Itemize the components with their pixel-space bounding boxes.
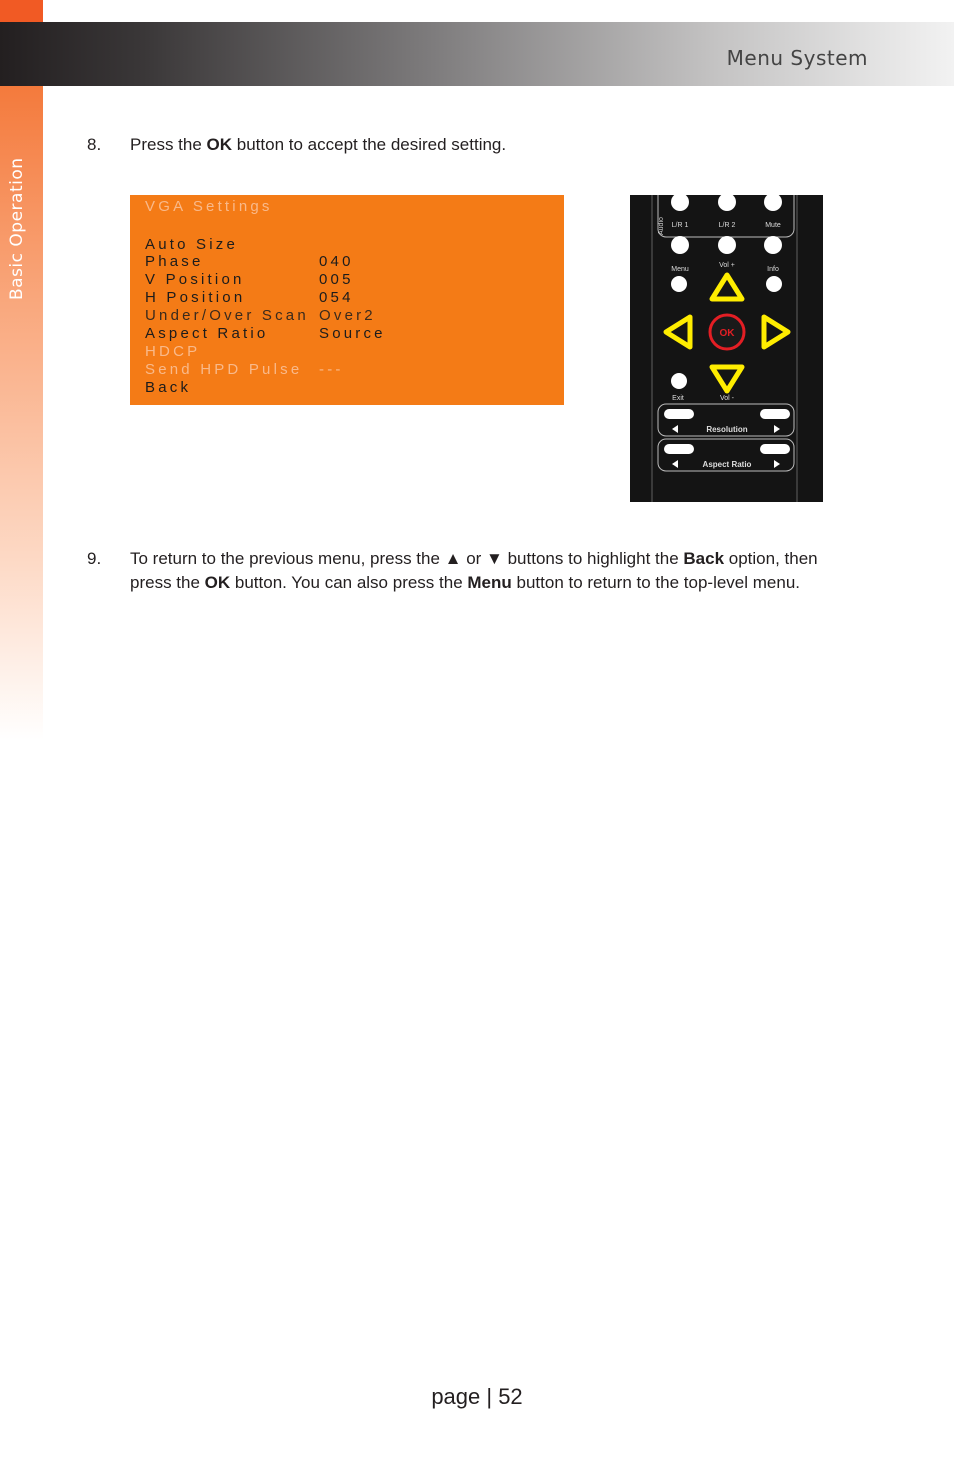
step-text-part: button to accept the desired setting. xyxy=(232,135,507,154)
exit-button xyxy=(671,373,687,389)
side-tab-label: Basic Operation xyxy=(7,157,27,300)
info-label: Info xyxy=(767,266,779,273)
step-text-part: button to return to the top-level menu. xyxy=(511,573,801,592)
menu-label: Menu xyxy=(671,266,689,273)
header-title: Menu System xyxy=(726,46,868,70)
step-bold-ok: OK xyxy=(204,573,231,592)
vol-down-label: Vol - xyxy=(719,395,735,402)
audio-label: Audio xyxy=(658,217,665,235)
osd-row-value: 040 xyxy=(319,253,354,270)
lr2-label: L/R 2 xyxy=(718,222,736,229)
vol-up-label: Vol + xyxy=(719,262,735,269)
step-text xyxy=(130,547,820,595)
step-bold-menu: Menu xyxy=(467,573,512,592)
osd-row-label: Auto Size xyxy=(145,236,239,253)
resolution-left-button xyxy=(664,409,694,419)
step-text-part: Press the xyxy=(130,135,207,154)
exit-label: Exit xyxy=(672,395,684,402)
step-text-part: button. You can also press the xyxy=(230,573,468,592)
step-bold-back: Back xyxy=(683,549,725,568)
lr1-label: L/R 1 xyxy=(671,222,689,229)
header-bar xyxy=(0,22,954,86)
menu-button xyxy=(671,276,687,292)
resolution-label: Resolution xyxy=(706,425,748,434)
osd-row-label: Aspect Ratio xyxy=(145,325,269,342)
step-number: 8. xyxy=(87,135,102,154)
osd-row-value: 054 xyxy=(319,289,354,306)
osd-row-value: Source xyxy=(319,325,386,342)
step-text-part: option, then press the xyxy=(130,549,818,592)
side-tab xyxy=(0,0,43,740)
aspect-ratio-label: Aspect Ratio xyxy=(702,460,752,469)
step-text-part: To return to the previous menu, press the ▲ or ▼ buttons to highlight the xyxy=(130,549,684,568)
aspect-right-button xyxy=(760,444,790,454)
step-text xyxy=(130,133,830,157)
osd-row-label: HDCP xyxy=(145,343,201,360)
osd-row-value: 005 xyxy=(319,271,354,288)
step-number: 9. xyxy=(87,549,102,568)
mute-label: Mute xyxy=(765,222,781,229)
remote-button-row2-left xyxy=(671,236,689,254)
osd-row-label: H Position xyxy=(145,289,246,306)
osd-row-label: Phase xyxy=(145,253,204,270)
osd-row-value: --- xyxy=(319,361,344,378)
osd-row-label: Back xyxy=(145,379,192,396)
step-bold-ok: OK xyxy=(206,135,233,154)
osd-row-label: Under/Over Scan xyxy=(145,307,309,324)
page-number: page | 52 xyxy=(431,1384,523,1409)
ok-label: OK xyxy=(719,328,735,339)
vga-settings-osd xyxy=(130,195,564,405)
remote-button-row2-mid xyxy=(718,236,736,254)
osd-row-label: Send HPD Pulse xyxy=(145,361,303,378)
resolution-right-button xyxy=(760,409,790,419)
osd-row-value: Over2 xyxy=(319,307,376,324)
osd-row-label: V Position xyxy=(145,271,245,288)
osd-title: VGA Settings xyxy=(145,198,273,215)
remote-button-row2-right xyxy=(764,236,782,254)
aspect-left-button xyxy=(664,444,694,454)
info-button xyxy=(766,276,782,292)
remote-control-image xyxy=(630,195,823,502)
